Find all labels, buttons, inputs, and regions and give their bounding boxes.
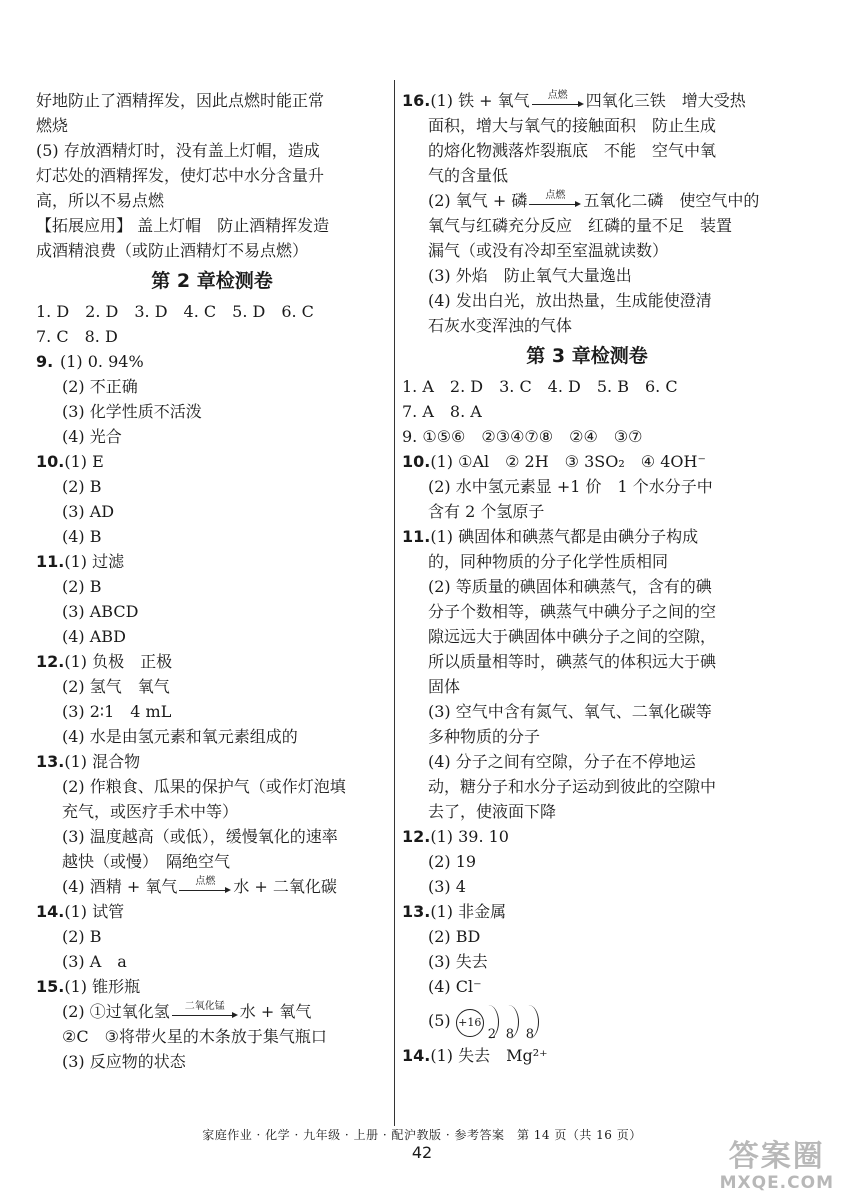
- answer-text: (4) B: [62, 527, 102, 546]
- question-12: [402, 824, 772, 849]
- answer-text: 去了，使液面下降: [428, 802, 557, 821]
- answer-text: (2) 19: [428, 852, 477, 871]
- answer-text: (4) 光合: [62, 427, 122, 446]
- answer-text: (2) B: [62, 927, 102, 946]
- reactants: (4) 酒精 + 氧气: [62, 877, 178, 896]
- page-footer: 家庭作业 · 化学 · 九年级 · 上册 · 配沪教版 · 参考答案 第 14 页（共 16 页）: [202, 1128, 642, 1142]
- answer-text: (2) 作粮食、瓜果的保护气（或作灯泡填: [62, 777, 346, 796]
- answer-text: 的熔化物溅落炸裂瓶底 不能 空气中氧: [428, 141, 717, 160]
- answer-text: 氧气与红磷充分反应 红磷的量不足 装置: [428, 216, 733, 235]
- arrow-icon: [172, 1012, 238, 1020]
- reaction-arrow: [172, 1002, 238, 1020]
- answer-text: 充气，或医疗手术中等）: [62, 802, 239, 821]
- answer-row: 7. A 8. A: [402, 402, 482, 421]
- question-15: [36, 974, 388, 999]
- question-10: [402, 449, 772, 474]
- watermark: [720, 1140, 834, 1192]
- nucleus: +16: [456, 1009, 484, 1037]
- answer-text: (2) BD: [428, 927, 481, 946]
- answer-text: (1) 39. 10: [430, 827, 509, 846]
- answer-text: (1) E: [64, 452, 104, 471]
- question-number: 12.: [402, 827, 431, 846]
- reaction-arrow: [529, 191, 581, 209]
- products: 水 + 氧气: [239, 1002, 312, 1021]
- reactants: (1) 铁 + 氧气: [430, 91, 530, 110]
- reaction-equation: [36, 999, 388, 1024]
- electron-count: 8: [525, 1026, 535, 1042]
- question-number: 14.: [36, 902, 65, 921]
- answer-row: 1. D 2. D 3. D 4. C 5. D 6. C: [36, 302, 314, 321]
- answer-text: 所以质量相等时，碘蒸气的体积远大于碘: [428, 652, 717, 671]
- arrow-icon: [179, 887, 231, 895]
- reaction-equation: [36, 874, 388, 899]
- electron-count: 8: [505, 1026, 515, 1042]
- arrow-icon: [532, 101, 584, 109]
- question-number: 11.: [402, 527, 431, 546]
- answer-text: (3) 外焰 防止氧气大量逸出: [428, 266, 632, 285]
- answer-text: 分子个数相等，碘蒸气中碘分子之间的空: [428, 602, 717, 621]
- products: 水 + 二氧化碳: [233, 877, 337, 896]
- answer-text: (3) 空气中含有氮气、氧气、二氧化碳等: [428, 702, 712, 721]
- answer-text: (2) 不正确: [62, 377, 138, 396]
- answer-text: (1) 试管: [64, 902, 125, 921]
- text-line: 燃烧: [36, 116, 69, 135]
- answer-text: (1) 锥形瓶: [64, 977, 141, 996]
- question-11: [36, 549, 388, 574]
- answer-text: 隙远远大于碘固体中碘分子之间的空隙，: [428, 627, 717, 646]
- question-number: 12.: [36, 652, 65, 671]
- question-13: [402, 899, 772, 924]
- answer-text: (1) 负极 正极: [64, 652, 173, 671]
- question-number: 9.: [36, 352, 54, 371]
- reaction-condition: 点燃: [547, 89, 568, 101]
- answer-text: 固体: [428, 677, 461, 696]
- answer-text: (1) 过滤: [64, 552, 125, 571]
- answer-text: 越快（或慢） 隔绝空气: [62, 852, 231, 871]
- answer-text: (3) 反应物的状态: [62, 1052, 186, 1071]
- question-number: 13.: [36, 752, 65, 771]
- question-number: 11.: [36, 552, 65, 571]
- answer-text: (3) ABCD: [62, 602, 139, 621]
- answer-text: 的，同种物质的分子化学性质相同: [428, 552, 669, 571]
- answer-text: (2) 氢气 氧气: [62, 677, 170, 696]
- watermark-url: MXQE.COM: [719, 1173, 834, 1193]
- question-12: [36, 649, 388, 674]
- answer-text: (4) 水是由氢元素和氧元素组成的: [62, 727, 298, 746]
- answer-text: (4) 发出白光，放出热量，生成能使澄清: [428, 291, 712, 310]
- answer-text: (3) A a: [62, 952, 127, 971]
- question-number: 14.: [402, 1046, 431, 1065]
- answer-text: (1) 非金属: [430, 902, 507, 921]
- question-16: [402, 88, 772, 113]
- answer-text: (1) 失去 Mg²⁺: [430, 1046, 548, 1065]
- question-13: [36, 749, 388, 774]
- question-number: 15.: [36, 977, 65, 996]
- text-line: 灯芯处的酒精挥发，使灯芯中水分含量升: [36, 166, 325, 185]
- reactants: (2) ①过氧化氢: [62, 1002, 170, 1021]
- answer-text: (3) 失去: [428, 952, 488, 971]
- text-line: 高，所以不易点燃: [36, 191, 165, 210]
- answer-text: (3) 化学性质不活泼: [62, 402, 202, 421]
- question-11: [402, 524, 772, 549]
- answer-text: (1) 碘固体和碘蒸气都是由碘分子构成: [430, 527, 699, 546]
- chapter-2-title: 第 2 章检测卷: [151, 270, 273, 292]
- column-divider: [394, 80, 395, 1126]
- reaction-equation: [402, 188, 772, 213]
- atom-structure-diagram: [456, 1005, 552, 1042]
- chapter-3-title: 第 3 章检测卷: [526, 345, 648, 367]
- answer-row: 1. A 2. D 3. C 4. D 5. B 6. C: [402, 377, 678, 396]
- text-line: (5) 存放酒精灯时，没有盖上灯帽，造成: [36, 141, 320, 160]
- answer-text: (1) 0. 94%: [60, 352, 144, 371]
- right-column: [402, 88, 772, 1068]
- answer-text: 石灰水变浑浊的气体: [428, 316, 573, 335]
- answer-text: (3) 温度越高（或低），缓慢氧化的速率: [62, 827, 338, 846]
- reaction-arrow: [179, 877, 231, 895]
- text-line: 成酒精浪费（或防止酒精灯不易点燃）: [36, 241, 309, 260]
- left-column: [36, 88, 388, 1074]
- products: 五氧化二磷 使空气中的: [583, 191, 760, 210]
- answer-text: (2) B: [62, 577, 102, 596]
- atom-structure-line: [402, 999, 772, 1043]
- answer-text: 漏气（或没有冷却至室温就读数）: [428, 241, 669, 260]
- question-14: [402, 1043, 772, 1068]
- arrow-icon: [529, 201, 581, 209]
- answer-text: (2) 等质量的碘固体和碘蒸气，含有的碘: [428, 577, 712, 596]
- question-number: 16.: [402, 91, 431, 110]
- answer-text: 动，糖分子和水分子运动到彼此的空隙中: [428, 777, 717, 796]
- answer-text: (4) Cl⁻: [428, 977, 482, 996]
- answer-text: (2) 水中氢元素显 +1 价 1 个水分子中: [428, 477, 713, 496]
- answer-text: (3) AD: [62, 502, 115, 521]
- products: 四氧化三铁 增大受热: [585, 91, 746, 110]
- answer-text: 面积，增大与氧气的接触面积 防止生成: [428, 116, 717, 135]
- answer-text: (1) ①Al ② 2H ③ 3SO₂ ④ 4OH⁻: [430, 452, 706, 471]
- answer-row: 7. C 8. D: [36, 327, 118, 346]
- answer-text: 气的含量低: [428, 166, 509, 185]
- reactants: (2) 氧气 + 磷: [428, 191, 528, 210]
- answer-text: (4) 分子之间有空隙，分子在不停地运: [428, 752, 696, 771]
- watermark-logo: 答案圈: [728, 1139, 825, 1174]
- electron-count: 2: [487, 1026, 497, 1042]
- answer-text: (1) 混合物: [64, 752, 141, 771]
- reaction-arrow: [532, 91, 584, 109]
- question-number: 13.: [402, 902, 431, 921]
- question-9: [36, 349, 388, 374]
- question-14: [36, 899, 388, 924]
- text-line: 好地防止了酒精挥发，因此点燃时能正常: [36, 91, 325, 110]
- reaction-condition: 二氧化锰: [184, 1000, 225, 1012]
- answer-text: 多种物质的分子: [428, 727, 541, 746]
- answer-text: ②C ③将带火星的木条放于集气瓶口: [62, 1027, 327, 1046]
- answer-row: 9. ①⑤⑥ ②③④⑦⑧ ②④ ③⑦: [402, 427, 643, 446]
- answer-text: (5): [428, 1011, 451, 1030]
- answer-text: 含有 2 个氢原子: [428, 502, 545, 521]
- question-number: 10.: [36, 452, 65, 471]
- answer-text: (3) 4: [428, 877, 466, 896]
- answer-text: (3) 2∶1 4 mL: [62, 702, 172, 721]
- question-number: 10.: [402, 452, 431, 471]
- reaction-condition: 点燃: [195, 875, 216, 887]
- reaction-condition: 点燃: [545, 189, 566, 201]
- answer-text: (4) ABD: [62, 627, 126, 646]
- answer-text: (2) B: [62, 477, 102, 496]
- text-line: 【拓展应用】 盖上灯帽 防止酒精挥发造: [36, 216, 330, 235]
- page-number: 42: [411, 1143, 433, 1162]
- question-10: [36, 449, 388, 474]
